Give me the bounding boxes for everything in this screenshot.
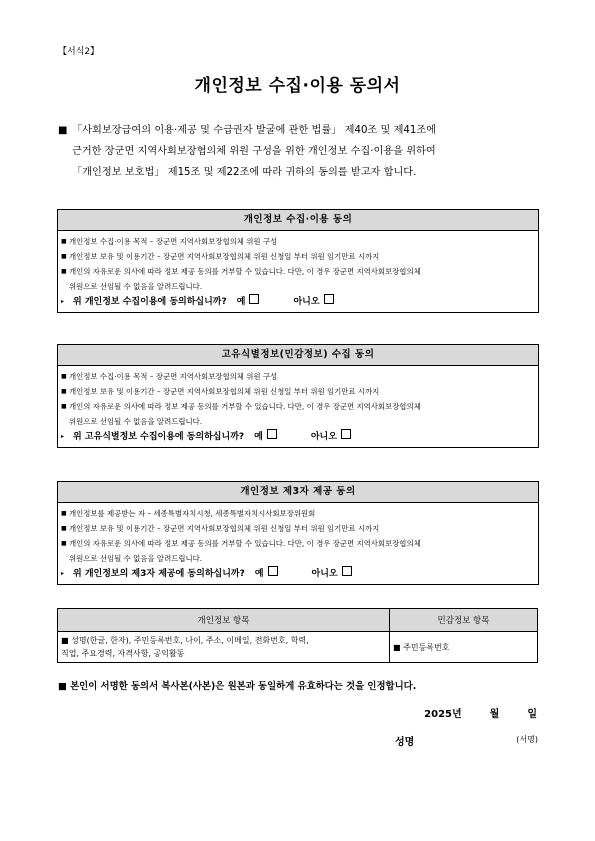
arrow-icon: ▸ (61, 570, 65, 577)
bullet-icon: ■ (61, 510, 67, 517)
document-title: 개인정보 수집·이용 동의서 (194, 76, 401, 96)
no-checkbox[interactable] (341, 429, 351, 439)
yes-checkbox[interactable] (267, 429, 277, 439)
column-header: 민감정보 항목 (390, 609, 538, 632)
signature-field[interactable]: (서명) (516, 735, 538, 744)
square-bullet-icon: ■ (58, 125, 68, 136)
no-checkbox[interactable] (324, 294, 334, 304)
sensitive-items-cell (390, 632, 538, 663)
bullet-icon: ■ (61, 268, 67, 275)
no-label: 아니오 (293, 297, 320, 307)
section-bullet: 개인정보 수집·이용 목적 – 장군면 지역사회보장협의체 위원 구성 (69, 237, 278, 246)
no-label: 아니오 (310, 432, 337, 442)
bullet-icon: ■ (61, 253, 67, 260)
consent-question: 위 고유식별정보 수집이용에 동의하십니까? (73, 432, 245, 442)
section-header: 개인정보 수집·이용 동의 (58, 210, 538, 231)
intro-line: 「개인정보 보호법」 제15조 및 제22조에 따라 귀하의 동의를 받고자 합니다. (72, 167, 417, 178)
consent-question: 위 개인정보의 제3자 제공에 동의하십니까? (73, 569, 245, 579)
date-day: 일 (527, 709, 537, 720)
date-year: 2025년 (424, 709, 462, 720)
section-header: 고유식별정보(민감정보) 수집 동의 (58, 345, 538, 366)
yes-checkbox[interactable] (249, 294, 259, 304)
section-bullet: 개인정보를 제공받는 자 – 세종특별자치시청, 세종특별자치시사회보장위원회 (69, 509, 316, 518)
no-label: 아니오 (311, 569, 338, 579)
consent-section-sensitive (57, 344, 539, 448)
bullet-icon: ■ (61, 373, 67, 380)
consent-section-collection (57, 209, 539, 313)
bullet-icon: ■ (393, 642, 404, 652)
sensitive-items-text: 주민등록번호 (403, 642, 450, 652)
no-checkbox[interactable] (342, 566, 352, 576)
consent-section-third-party (57, 481, 539, 585)
section-bullet-continuation: 위원으로 선임될 수 없음을 알려드립니다. (69, 282, 203, 291)
data-items-table (57, 608, 538, 663)
bullet-icon: ■ (61, 238, 67, 245)
intro-line: 「사회보장급여의 이용·제공 및 수급권자 발굴에 관한 법률」 제40조 및 제41조에 (72, 125, 437, 136)
personal-items-line: 직업, 주요경력, 자격사항, 공익활동 (61, 649, 185, 658)
section-bullet: 개인정보 보유 및 이용기간 – 장군면 지역사회보장협의체 위원 신청일 부터 위원 임기만료 시까지 (69, 252, 380, 261)
column-header: 개인정보 항목 (58, 609, 390, 632)
section-bullet: 개인정보 보유 및 이용기간 – 장군면 지역사회보장협의체 위원 신청일 부터 위원 임기만료 시까지 (69, 387, 380, 396)
date-month: 월 (489, 709, 500, 720)
personal-items-line: 성명(한글, 한자), 주민등록번호, 나이, 주소, 이메일, 전화번호, 학력, (71, 636, 309, 645)
yes-label: 예 (254, 569, 264, 579)
intro-paragraph (58, 120, 548, 183)
date-line (424, 705, 537, 720)
copy-validity-statement: ■ 본인이 서명한 동의서 복사본(사본)은 원본과 동일하게 유효하다는 것을 인정합니다. (58, 681, 417, 692)
section-bullet-continuation: 위원으로 선임될 수 없음을 알려드립니다. (69, 417, 203, 426)
bullet-icon: ■ (61, 540, 67, 547)
intro-line: 근거한 장군면 지역사회보장협의체 위원 구성을 위한 개인정보 수집·이용을 위하여 (72, 146, 436, 157)
bullet-icon: ■ (61, 403, 67, 410)
section-bullet-continuation: 위원으로 선임될 수 없음을 알려드립니다. (69, 554, 203, 563)
signature-label: 성명 (395, 737, 415, 748)
arrow-icon: ▸ (61, 433, 65, 440)
section-bullet: 개인정보 보유 및 이용기간 – 장군면 지역사회보장협의체 위원 신청일 부터 위원 임기만료 시까지 (69, 524, 380, 533)
signature-line (395, 733, 538, 748)
bullet-icon: ■ (61, 525, 67, 532)
yes-label: 예 (236, 297, 246, 307)
personal-items-cell (58, 632, 390, 663)
section-bullet: 개인의 자유로운 의사에 따라 정보 제공 동의를 거부할 수 있습니다. 다만, 이 경우 장군면 지역사회보장협의체 (69, 402, 421, 411)
bullet-icon: ■ (61, 388, 67, 395)
bullet-icon: ■ (61, 636, 72, 645)
form-tag: 【서식2】 (58, 47, 100, 57)
section-bullet: 개인의 자유로운 의사에 따라 정보 제공 동의를 거부할 수 있습니다. 다만, 이 경우 장군면 지역사회보장협의체 (69, 267, 421, 276)
section-header: 개인정보 제3자 제공 동의 (58, 482, 538, 503)
yes-checkbox[interactable] (268, 566, 278, 576)
consent-question: 위 개인정보 수집이용에 동의하십니까? (73, 297, 227, 307)
section-bullet: 개인정보 수집·이용 목적 – 장군면 지역사회보장협의체 위원 구성 (69, 372, 278, 381)
yes-label: 예 (254, 432, 263, 442)
arrow-icon: ▸ (61, 298, 65, 305)
section-bullet: 개인의 자유로운 의사에 따라 정보 제공 동의를 거부할 수 있습니다. 다만, 이 경우 장군면 지역사회보장협의체 (69, 539, 421, 548)
